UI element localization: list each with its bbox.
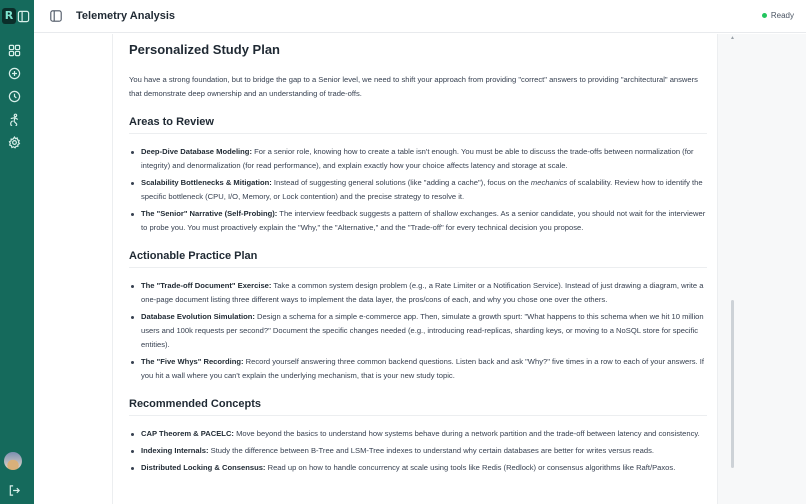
list-item	[129, 427, 707, 441]
gear-icon[interactable]	[8, 136, 21, 149]
app-logo[interactable]: R	[2, 8, 16, 24]
list-item	[129, 310, 707, 352]
list-item	[129, 279, 707, 307]
item-text: Record yourself answering three common backend questions. Listen back and ask "Why?" five times in a row to each of your answers. If you hit a wall where you can't explain the underlying mechanism, that is your new study topic.	[141, 357, 704, 380]
item-text: The interview feedback suggests a pattern of shallow exchanges. As a senior candidate, you should not wait for the interviewer to probe you. You must proactively explain the "Why," the "Alternative," and the "Trade-off" for every technical decision you propose.	[141, 209, 706, 232]
item-text: Design a schema for a simple e-commerce app. Then, simulate a growth spurt: "What happens to this schema when we hit 10 million users and 100k requests per second?" Document the specific changes needed (e.g., introducing read-replicas, sharding keys, or moving to a NoSQL store for specific entities).	[141, 312, 704, 349]
status-indicator	[762, 11, 794, 20]
section-heading-areas-to-review: Areas to Review	[129, 116, 707, 134]
plus-circle-icon[interactable]	[8, 67, 21, 80]
section-heading-recommended-concepts: Recommended Concepts	[129, 398, 707, 416]
intro-paragraph: You have a strong foundation, but to bridge the gap to a Senior level, we need to shift your approach from providing "correct" answers to providing "architectural" answers that demonstrate deep ownership and an understanding of trade-offs.	[129, 75, 698, 98]
item-title: Deep-Dive Database Modeling:	[141, 147, 252, 156]
item-title: The "Trade-off Document" Exercise:	[141, 281, 272, 290]
status-dot-icon	[762, 13, 767, 18]
status-label: Ready	[770, 11, 794, 20]
list-item	[129, 444, 707, 458]
clock-icon[interactable]	[8, 90, 21, 103]
top-header	[34, 0, 806, 33]
document-title: Personalized Study Plan	[129, 42, 280, 57]
main-panel	[112, 34, 718, 504]
item-title: Scalability Bottlenecks & Mitigation:	[141, 178, 272, 187]
item-text: For a senior role, knowing how to create a table isn't enough. You must be able to discuss the trade-offs between normalization (for integrity) and denormalization (for read performance), and explain exactly how your choice affects latency and storage at scale.	[141, 147, 694, 170]
scrollbar-thumb[interactable]	[731, 300, 734, 468]
item-title: Indexing Internals:	[141, 446, 209, 455]
scroll-up-arrow-icon[interactable]: ▲	[730, 35, 735, 41]
logout-icon[interactable]	[8, 484, 21, 497]
section-heading-actionable-practice-plan: Actionable Practice Plan	[129, 250, 707, 268]
user-avatar[interactable]	[4, 452, 22, 470]
item-text: Read up on how to handle concurrency at scale using tools like Redis (Redlock) or consensus algorithms like Raft/Paxos.	[265, 463, 676, 472]
panel-toggle-icon[interactable]	[50, 10, 62, 22]
recommended-concepts-list	[129, 427, 707, 475]
item-title: CAP Theorem & PACELC:	[141, 429, 234, 438]
sidebar-toggle-icon[interactable]	[17, 10, 30, 23]
list-item	[129, 207, 707, 235]
grid-icon[interactable]	[8, 44, 21, 57]
list-item	[129, 145, 707, 173]
item-text: Instead of suggesting general solutions (like "adding a cache"), focus on the	[271, 178, 531, 187]
areas-to-review-list	[129, 145, 707, 235]
item-title: Database Evolution Simulation:	[141, 312, 255, 321]
page-title: Telemetry Analysis	[76, 10, 176, 22]
list-item	[129, 461, 707, 475]
list-item	[129, 355, 707, 383]
item-title: The "Five Whys" Recording:	[141, 357, 244, 366]
practice-plan-list	[129, 279, 707, 383]
item-text: Take a common system design problem (e.g., a Rate Limiter or a Notification Service). Instead of just drawing a diagram, write a one-page document listing three different ways to implement the data layer, the pros/cons of each, and why you chose one over the others.	[141, 281, 704, 304]
item-text: Study the difference between B-Tree and LSM-Tree indexes to understand why certain databases are better for writes versus reads.	[208, 446, 654, 455]
item-text-continued: of scalability. Review how to identify the specific bottleneck (CPU, I/O, Memory, or Lock contention) and the precise strategy to resolve it.	[141, 178, 703, 201]
left-rail	[0, 0, 34, 504]
study-plan-document	[129, 42, 707, 478]
item-emphasis: mechanics	[530, 178, 568, 187]
item-title: Distributed Locking & Consensus:	[141, 463, 266, 472]
item-text: Move beyond the basics to understand how systems behave during a network partition and the trade-off between latency and consistency.	[233, 429, 700, 438]
item-title: The "Senior" Narrative (Self-Probing):	[141, 209, 278, 218]
accessibility-icon[interactable]	[8, 113, 21, 126]
list-item	[129, 176, 707, 204]
